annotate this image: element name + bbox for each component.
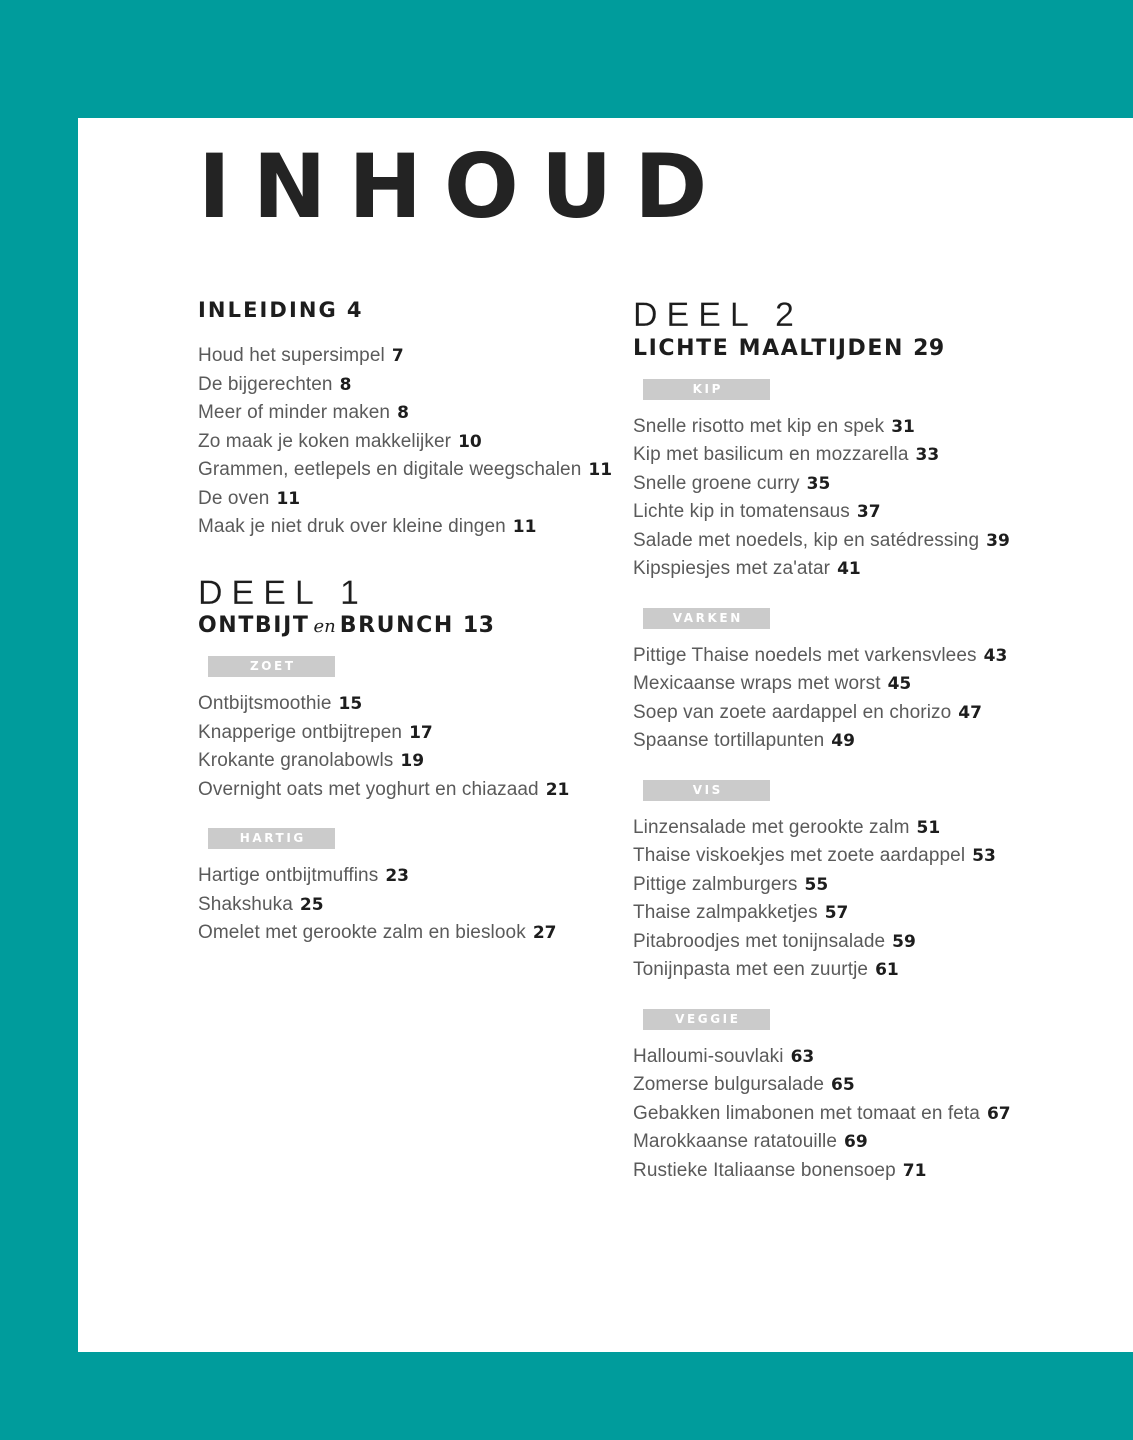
list-item[interactable] bbox=[633, 642, 1133, 671]
entry-page: 51 bbox=[916, 817, 941, 838]
entry-label: De oven bbox=[198, 487, 270, 509]
category-badge-veggie: VEGGIE bbox=[643, 1009, 770, 1030]
list-item[interactable] bbox=[633, 814, 1133, 843]
page-title: INHOUD bbox=[198, 135, 730, 238]
entry-page: 47 bbox=[958, 702, 982, 723]
entry-page: 35 bbox=[806, 473, 831, 494]
entry-page: 11 bbox=[276, 488, 301, 509]
entry-label: Shakshuka bbox=[198, 893, 293, 915]
entry-label: Kipspiesjes met za'atar bbox=[633, 558, 831, 580]
entry-list-zoet bbox=[198, 690, 570, 804]
entry-page: 33 bbox=[915, 445, 940, 466]
category-badge-zoet: ZOET bbox=[208, 656, 335, 677]
list-item[interactable] bbox=[633, 899, 1133, 928]
list-item[interactable] bbox=[633, 1071, 1133, 1100]
entry-label: Grammen, eetlepels en digitale weegschalen bbox=[198, 459, 582, 480]
list-item[interactable] bbox=[198, 371, 538, 400]
entry-page: 71 bbox=[902, 1160, 927, 1181]
entry-page: 61 bbox=[875, 960, 899, 981]
entry-label: Pitabroodjes met tonijnsalade bbox=[633, 930, 886, 952]
entry-label: Tonijnpasta met een zuurtje bbox=[633, 959, 869, 981]
entry-label: Gebakken limabonen met tomaat en feta bbox=[633, 1102, 980, 1124]
entry-label: Salade met noedels, kip en satédressing bbox=[633, 529, 980, 551]
entry-list-kip bbox=[633, 413, 1133, 584]
list-item[interactable] bbox=[633, 1157, 1133, 1186]
part-subtitle-deel-2 bbox=[633, 336, 1133, 361]
category-badge-vis: VIS bbox=[643, 780, 770, 801]
entry-label: Lichte kip in tomatensaus bbox=[633, 501, 850, 523]
toc-column-left bbox=[78, 298, 613, 1185]
list-item[interactable] bbox=[633, 871, 1133, 900]
entry-label: Maak je niet druk over kleine dingen bbox=[198, 516, 506, 537]
spacer bbox=[633, 756, 1133, 780]
entry-list-veggie bbox=[633, 1043, 1133, 1186]
entry-label: Linzensalade met gerookte zalm bbox=[633, 816, 910, 838]
list-item[interactable] bbox=[198, 776, 570, 805]
toc-column-right bbox=[538, 298, 1133, 1185]
group-veggie bbox=[633, 1009, 1133, 1186]
entry-page: 8 bbox=[339, 374, 352, 395]
list-item[interactable] bbox=[198, 862, 538, 891]
entry-page: 65 bbox=[831, 1075, 855, 1096]
entry-page: 37 bbox=[856, 502, 881, 523]
toc-columns bbox=[78, 298, 1133, 1185]
list-item[interactable] bbox=[198, 342, 538, 371]
list-item[interactable] bbox=[633, 555, 1133, 584]
entry-label: Thaise zalmpakketjes bbox=[633, 902, 818, 924]
list-item[interactable] bbox=[633, 928, 1133, 957]
category-badge-hartig: HARTIG bbox=[208, 828, 335, 849]
entry-page: 19 bbox=[400, 751, 425, 772]
entry-label: Omelet met gerookte zalm en bieslook bbox=[198, 922, 526, 944]
list-item[interactable] bbox=[198, 456, 613, 485]
group-varken bbox=[633, 608, 1133, 756]
entry-label: Pittige Thaise noedels met varkensvlees bbox=[633, 644, 977, 666]
entry-page: 8 bbox=[397, 403, 409, 423]
entry-page: 27 bbox=[532, 923, 557, 944]
list-item[interactable] bbox=[633, 470, 1133, 499]
list-item[interactable] bbox=[633, 1128, 1133, 1157]
entry-list-varken bbox=[633, 642, 1133, 756]
entry-label: Houd het supersimpel bbox=[198, 345, 385, 366]
entry-label: Snelle risotto met kip en spek bbox=[633, 415, 885, 437]
entry-label: Kip met basilicum en mozzarella bbox=[633, 444, 909, 466]
entry-label: Rustieke Italiaanse bonensoep bbox=[633, 1159, 896, 1181]
category-badge-kip: KIP bbox=[643, 379, 770, 400]
part-subtitle-label: LICHTE MAALTIJDEN bbox=[633, 335, 905, 361]
part-page: 13 bbox=[462, 613, 495, 639]
list-item[interactable] bbox=[633, 956, 1133, 985]
spacer bbox=[198, 804, 538, 828]
entry-label: Soep van zoete aardappel en chorizo bbox=[633, 701, 952, 723]
list-item[interactable] bbox=[198, 719, 538, 748]
list-item[interactable] bbox=[633, 699, 1133, 728]
part-subtitle-deel-1 bbox=[198, 613, 538, 638]
entry-list-hartig bbox=[198, 862, 557, 948]
group-vis bbox=[633, 780, 1133, 985]
entry-page: 49 bbox=[831, 731, 855, 752]
entry-page: 21 bbox=[545, 779, 570, 800]
entry-label: Spaanse tortillapunten bbox=[633, 730, 825, 752]
list-item[interactable] bbox=[198, 747, 538, 776]
part-label-deel-2: DEEL 2 bbox=[633, 296, 803, 334]
group-hartig bbox=[198, 828, 557, 948]
entry-label: Hartige ontbijtmuffins bbox=[198, 865, 379, 887]
entry-list-vis bbox=[633, 814, 1133, 985]
entry-label: Marokkaanse ratatouille bbox=[633, 1131, 838, 1153]
entry-label: Mexicaanse wraps met worst bbox=[633, 673, 881, 695]
part-page: 29 bbox=[913, 335, 945, 361]
list-item[interactable] bbox=[633, 670, 1133, 699]
list-item[interactable] bbox=[633, 1043, 1133, 1072]
entry-page: 43 bbox=[983, 645, 1008, 666]
entry-label: Thaise viskoekjes met zoete aardappel bbox=[633, 845, 966, 867]
list-item[interactable] bbox=[198, 428, 538, 457]
list-item[interactable] bbox=[198, 513, 538, 542]
list-item[interactable] bbox=[633, 498, 1133, 527]
entry-page: 69 bbox=[844, 1132, 868, 1153]
part-subtitle-part1: ONTBIJT bbox=[198, 613, 310, 639]
list-item[interactable] bbox=[198, 399, 538, 428]
group-zoet bbox=[198, 656, 570, 804]
entry-label: Pittige zalmburgers bbox=[633, 873, 798, 895]
entry-page: 53 bbox=[972, 846, 996, 867]
part-subtitle-part2: BRUNCH bbox=[339, 613, 454, 639]
list-item[interactable] bbox=[633, 727, 1133, 756]
entry-label: Snelle groene curry bbox=[633, 472, 800, 494]
entry-page: 45 bbox=[887, 674, 912, 695]
list-item[interactable] bbox=[633, 527, 1133, 556]
entry-page: 31 bbox=[891, 416, 915, 437]
entry-page: 39 bbox=[986, 530, 1010, 551]
entry-page: 11 bbox=[588, 460, 613, 480]
entry-page: 41 bbox=[837, 559, 861, 580]
section-heading-page: 4 bbox=[346, 298, 363, 322]
entry-label: Overnight oats met yoghurt en chiazaad bbox=[198, 778, 539, 800]
list-item[interactable] bbox=[198, 919, 557, 948]
entry-list-inleiding bbox=[198, 342, 613, 542]
list-item[interactable] bbox=[633, 1100, 1133, 1129]
part-label-deel-1: DEEL 1 bbox=[198, 573, 368, 612]
entry-label: Zomerse bulgursalade bbox=[633, 1074, 825, 1096]
spacer bbox=[633, 985, 1133, 1009]
entry-page: 25 bbox=[299, 894, 324, 915]
entry-label: Halloumi-souvlaki bbox=[633, 1045, 784, 1067]
entry-page: 57 bbox=[824, 903, 849, 924]
spacer bbox=[633, 584, 1133, 608]
group-kip bbox=[633, 379, 1133, 584]
list-item[interactable] bbox=[633, 413, 1133, 442]
page-panel bbox=[78, 118, 1133, 1352]
category-badge-varken: VARKEN bbox=[643, 608, 770, 629]
entry-page: 15 bbox=[338, 694, 363, 715]
entry-page: 7 bbox=[391, 346, 404, 366]
spacer bbox=[198, 542, 538, 576]
entry-page: 11 bbox=[512, 517, 537, 537]
entry-page: 67 bbox=[986, 1103, 1011, 1124]
section-heading-label: INLEIDING bbox=[198, 298, 338, 322]
entry-page: 10 bbox=[458, 431, 482, 452]
entry-page: 59 bbox=[892, 931, 916, 952]
entry-label: Knapperige ontbijtrepen bbox=[198, 721, 403, 743]
entry-label: Zo maak je koken makkelijker bbox=[198, 430, 452, 452]
entry-page: 55 bbox=[804, 874, 829, 895]
list-item[interactable] bbox=[633, 441, 1133, 470]
entry-page: 23 bbox=[385, 866, 409, 887]
entry-page: 63 bbox=[790, 1046, 815, 1067]
list-item[interactable] bbox=[633, 842, 1133, 871]
entry-label: Meer of minder maken bbox=[198, 402, 391, 423]
part-subtitle-conjunction: en bbox=[313, 616, 336, 638]
list-item[interactable] bbox=[198, 891, 538, 920]
list-item[interactable] bbox=[198, 485, 538, 514]
entry-page: 17 bbox=[409, 722, 433, 743]
section-heading-inleiding bbox=[198, 298, 538, 322]
entry-label: Ontbijtsmoothie bbox=[198, 693, 332, 715]
list-item[interactable] bbox=[198, 690, 538, 719]
entry-label: Krokante granolabowls bbox=[198, 750, 394, 772]
entry-label: De bijgerechten bbox=[198, 373, 333, 395]
